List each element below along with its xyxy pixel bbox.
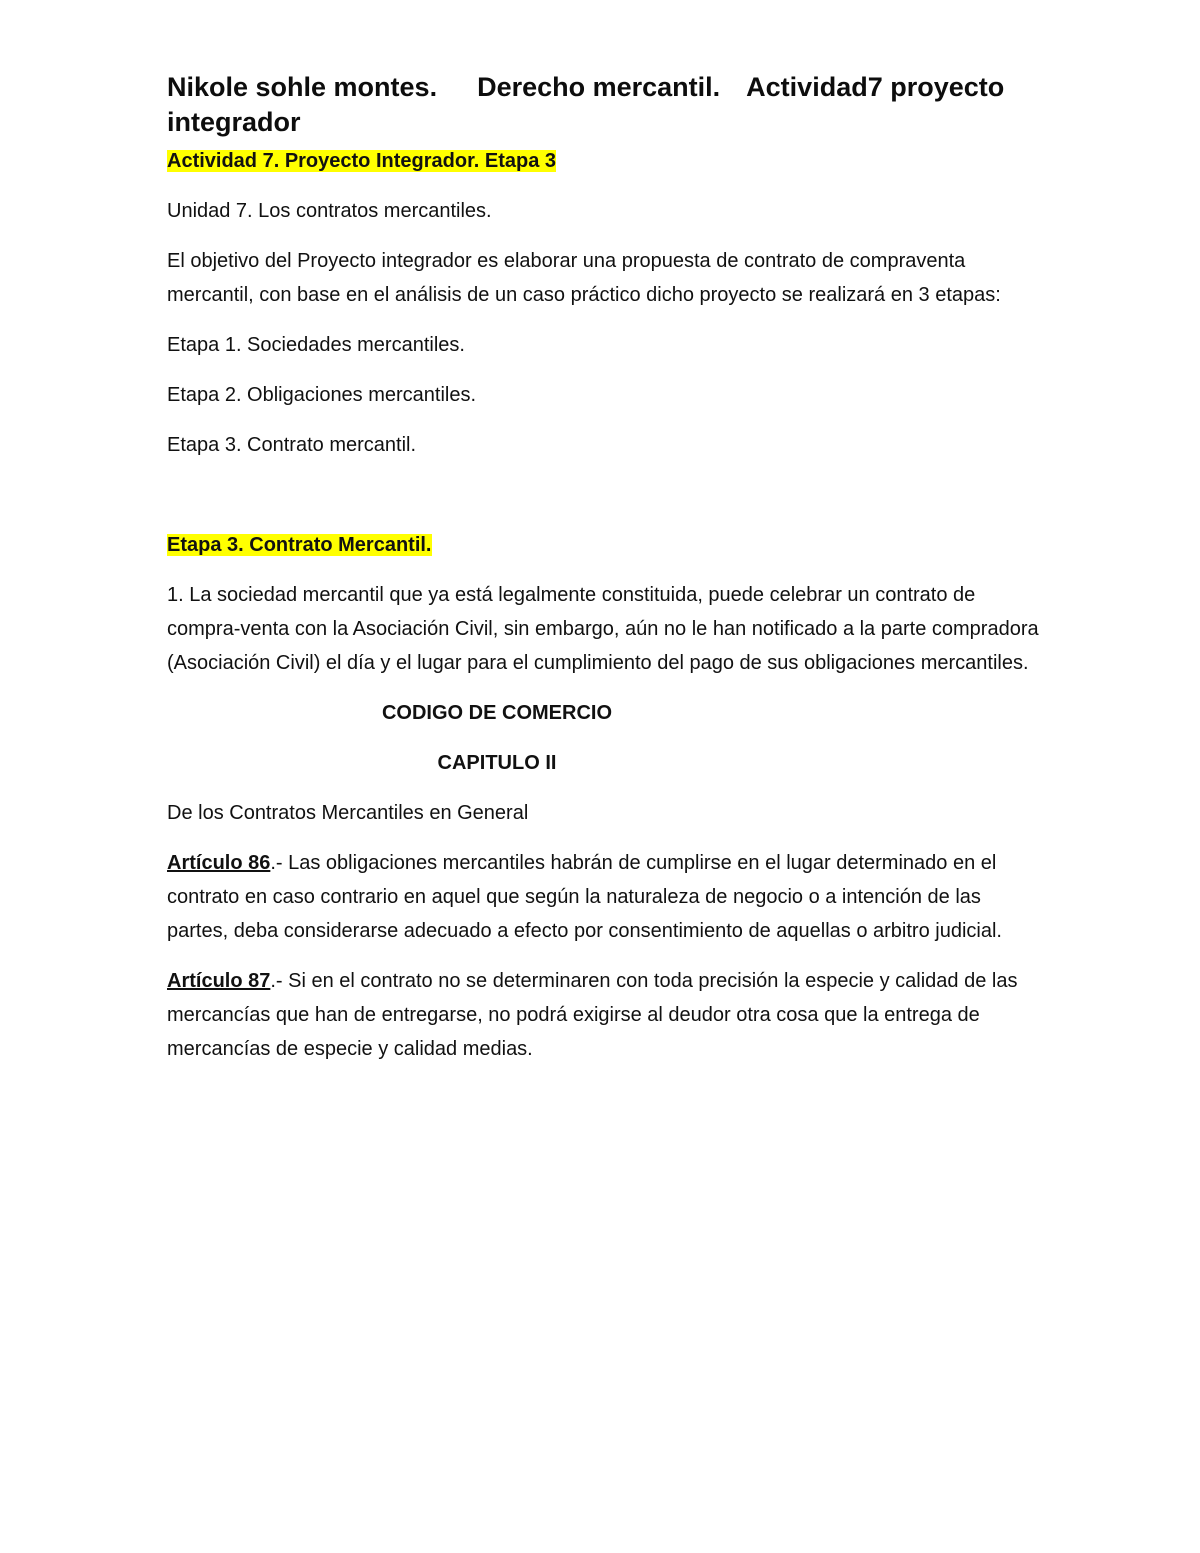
chapter-subtitle: De los Contratos Mercantiles en General <box>167 802 529 824</box>
article-label: Artículo 86 <box>167 852 271 874</box>
stage-item: Etapa 2. Obligaciones mercantiles. <box>167 384 477 406</box>
stage3-heading: Etapa 3. Contrato Mercantil. <box>167 534 432 556</box>
document-body <box>167 70 1047 1066</box>
document-title <box>167 70 1047 140</box>
activity-heading-line <box>167 145 1047 177</box>
stage-item: Etapa 3. Contrato mercantil. <box>167 434 417 456</box>
activity-heading: Actividad 7. Proyecto Integrador. Etapa 3 <box>167 150 557 172</box>
title-activity-cont: integrador <box>167 107 301 137</box>
title-subject: Derecho mercantil. <box>477 72 721 102</box>
title-activity: Actividad7 proyecto <box>746 72 1005 102</box>
article-text: .- Las obligaciones mercantiles habrán de cumplirse en el lugar determinado en el contrato en caso contrario en aquel que según la naturaleza de negocio o a intención de las partes, deba considerarse adecuado a efecto por consentimiento de aquellas o arbitro judicial. <box>167 852 1002 942</box>
article-86 <box>167 846 1047 948</box>
question-paragraph: 1. La sociedad mercantil que ya está legalmente constituida, puede celebrar un contrato de compra-venta con la Asociación Civil, sin embargo, aún no le han notificado a la parte compradora (Asociación Civil) el día y el lugar para el cumplimiento del pago de sus obligaciones mercantiles. <box>167 584 1039 674</box>
article-text: .- Si en el contrato no se determinaren con toda precisión la especie y calidad de las mercancías que han de entregarse, no podrá exigirse al deudor otra cosa que la entrega de mercancías de especie y calidad medias. <box>167 970 1018 1060</box>
stage3-heading-line <box>167 528 1047 562</box>
objective-paragraph: El objetivo del Proyecto integrador es elaborar una propuesta de contrato de compraventa mercantil, con base en el análisis de un caso práctico dicho proyecto se realizará en 3 etapas: <box>167 250 1001 306</box>
unit-line: Unidad 7. Los contratos mercantiles. <box>167 200 492 222</box>
code-title: CODIGO DE COMERCIO <box>381 702 612 724</box>
stage-item: Etapa 1. Sociedades mercantiles. <box>167 334 465 356</box>
article-label: Artículo 87 <box>167 970 271 992</box>
article-87 <box>167 964 1047 1066</box>
chapter-title: CAPITULO II <box>437 752 557 774</box>
title-author: Nikole sohle montes. <box>167 72 438 102</box>
